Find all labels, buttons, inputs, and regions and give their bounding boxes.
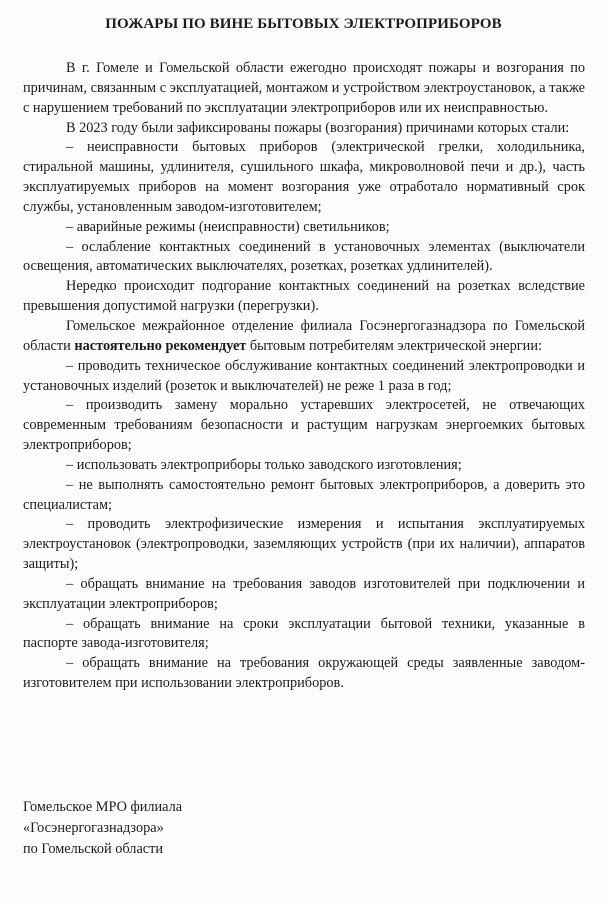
recommendation-item: – обращать внимание на требования заводов изготовителей при подключении и эксплуатации электроприборов; [23, 575, 585, 612]
signature-block [23, 797, 182, 860]
year-intro-paragraph: В 2023 году были зафиксированы пожары (возгорания) причинами которых стали: [66, 119, 570, 136]
signature-line: по Гомельской области [23, 841, 164, 857]
recommend-emphasis: настоятельно рекомендует [74, 337, 247, 354]
recommendation-item: – не выполнять самостоятельно ремонт бытовых электроприборов, а доверить это специалистам; [23, 476, 585, 513]
cause-item: – неисправности бытовых приборов (электрической грелки, холодильника, стиральной машины, удлинителя, сушильного шкафа, микроволновой печи и др.), часть эксплуатируемых приборов на момент возгорания уже отработало нормативный срок службы, установленным заводом-изготовителем; [23, 139, 585, 215]
recommendation-item: – проводить электрофизические измерения и испытания эксплуатируемых электроустановок (электропроводки, заземляющих устройств (при их наличии), аппаратов защиты); [23, 516, 585, 573]
cause-item: – аварийные режимы (неисправности) светильников; [66, 218, 390, 235]
recommendation-item: – использовать электроприборы только заводского изготовления; [66, 456, 462, 473]
document-body [23, 59, 585, 694]
recommendation-item: – проводить техническое обслуживание контактных соединений электропроводки и установочных изделий (розеток и выключателей) не реже 1 раза в год; [23, 357, 585, 394]
cause-item: – ослабление контактных соединений в установочных элементах (выключатели освещения, автоматических выключателях, розетках, розетках удлинителей). [23, 238, 585, 275]
signature-line: «Госэнергогазнадзора» [23, 820, 164, 836]
intro-paragraph: В г. Гомеле и Гомельской области ежегодно происходят пожары и возгорания по причинам, связанным с эксплуатацией, монтажом и устройством электроустановок, а также с нарушением требований по эксплуатации электроприборов или их неисправностью. [23, 60, 585, 116]
recommendation-item: – обращать внимание на требования окружающей среды заявленные заводом-изготовителем при использовании электроприборов. [23, 655, 585, 692]
recommend-lead: Гомельское межрайонное отделение филиала Госэнергогазнадзора по Гомельской области [23, 317, 585, 354]
document-title: ПОЖАРЫ ПО ВИНЕ БЫТОВЫХ ЭЛЕКТРОПРИБОРОВ [105, 16, 502, 32]
recommendation-item: – обращать внимание на сроки эксплуатации бытовой техники, указанные в паспорте завода-изготовителя; [23, 615, 585, 652]
signature-line: Гомельское МРО филиала [23, 799, 183, 815]
recommend-tail: бытовым потребителям электрической энергии: [249, 337, 542, 354]
recommendation-intro [23, 317, 585, 357]
recommendation-item: – производить замену морально устаревших электросетей, не отвечающих современным требованиям безопасности и растущим нагрузкам энергоемких бытовых электроприборов; [23, 397, 585, 454]
overload-paragraph: Нередко происходит подгорание контактных соединений на розетках вследствие превышения допустимой нагрузки (перегрузки). [23, 278, 585, 315]
